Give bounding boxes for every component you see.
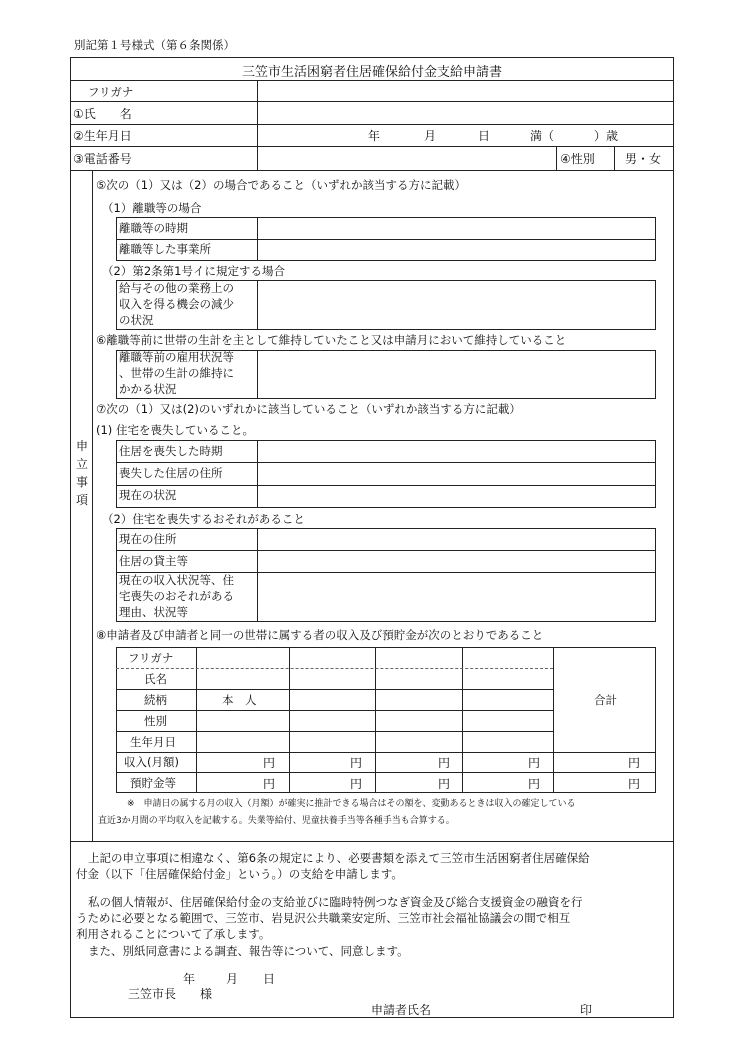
- section7-sub2: （2）住宅を喪失するおそれがあること: [102, 512, 305, 526]
- age-suffix: ）歳: [594, 129, 619, 143]
- sec5-sub2-line1: 給与その他の業務上の: [119, 281, 234, 295]
- sec7-row-landlord: 住居の貸主等: [119, 554, 188, 568]
- sec7-multi-line1: 現在の収入状況等、住: [119, 573, 234, 587]
- row-label-furigana: フリガナ: [128, 651, 174, 665]
- side-label-2: 立: [76, 457, 89, 471]
- yen-savings-2: 円: [350, 777, 363, 791]
- seal-mark: 印: [580, 1003, 593, 1017]
- gender-label: ④性別: [560, 152, 595, 166]
- section7-title: ⑦次の（1）又は(2)のいずれかに該当していること（いずれか該当する方に記載）: [96, 402, 521, 416]
- sec6-line1: 離職等前の雇用状況等: [119, 350, 234, 364]
- row-label-savings: 預貯金等: [130, 776, 176, 790]
- date-day: 日: [263, 972, 276, 986]
- yen-savings-total: 円: [628, 777, 641, 791]
- sec5-sub2-line3: の状況: [119, 313, 154, 327]
- sec7-row-current-address: 現在の住所: [119, 532, 177, 546]
- yen-income-4: 円: [528, 756, 541, 770]
- yen-income-3: 円: [438, 756, 451, 770]
- sec7-multi-line3: 理由、状況等: [119, 605, 188, 619]
- declaration-p1-line2: 付金（以下「住居確保給付金」という。）の支給を申請します。: [76, 867, 403, 881]
- section5-sub2: （2）第2条第1号イに規定する場合: [102, 264, 285, 278]
- date-year: 年: [183, 972, 196, 986]
- row-label-birth: 生年月日: [130, 735, 176, 749]
- sec6-line3: かかる状況: [119, 382, 177, 396]
- yen-income-2: 円: [350, 756, 363, 770]
- section7-sub1: (1) 住宅を喪失していること。: [96, 423, 254, 437]
- declaration-p1-line1: 上記の申立事項に相違なく、第6条の規定により、必要書類を添えて三笠市生活困窮者住居確保給: [88, 851, 590, 865]
- side-label-3: 事: [76, 475, 89, 489]
- yen-savings-3: 円: [438, 777, 451, 791]
- age-prefix: 満（: [530, 129, 555, 143]
- sec7-multi-line2: 宅喪失のおそれがある: [119, 589, 234, 603]
- side-label-1: 申: [76, 439, 89, 453]
- side-label-4: 項: [76, 493, 89, 507]
- income-note-line1: ※ 申請日の属する月の収入（月額）が確実に推計できる場合はその額を、変動あるときは収入の確定している: [127, 799, 576, 809]
- row-label-gender: 性別: [144, 714, 167, 728]
- sec5-row-time: 離職等の時期: [119, 221, 188, 235]
- furigana-label: フリガナ: [88, 85, 134, 99]
- yen-savings-4: 円: [528, 777, 541, 791]
- sec7-row-time: 住居を喪失した時期: [119, 444, 223, 458]
- form-title: 三笠市生活困窮者住居確保給付金支給申請書: [241, 65, 502, 80]
- birth-month: 月: [424, 129, 437, 143]
- sec7-row-address: 喪失した住居の住所: [119, 466, 223, 480]
- total-label: 合計: [594, 693, 617, 707]
- date-month: 月: [226, 972, 239, 986]
- phone-label: ③電話番号: [73, 152, 132, 166]
- row-label-relation: 続柄: [144, 693, 167, 707]
- section8-title: ⑧申請者及び申請者と同一の世帯に属する者の収入及び預貯金が次のとおりであること: [96, 628, 544, 642]
- yen-income-1: 円: [263, 756, 276, 770]
- sec5-row-office: 離職等した事業所: [119, 242, 211, 256]
- birth-label: ②生年月日: [73, 129, 132, 143]
- applicant-name-label: 申請者氏名: [371, 1003, 432, 1017]
- addressee: 三笠市長 様: [128, 987, 213, 1001]
- row-label-income: 収入(月額): [124, 755, 179, 769]
- self-relation: 本 人: [222, 693, 257, 707]
- birth-year: 年: [368, 129, 381, 143]
- declaration-p2-line2: うために必要となる範囲で、三笠市、岩見沢公共職業安定所、三笠市社会福祉協議会の間で相互: [76, 911, 571, 925]
- birth-day: 日: [478, 129, 491, 143]
- section5-sub1: （1）離職等の場合: [102, 201, 202, 215]
- declaration-p2-line3: 利用されることについて了承します。: [76, 927, 271, 941]
- yen-savings-1: 円: [263, 777, 276, 791]
- section6-title: ⑥離職等前に世帯の生計を主として維持していたこと又は申請月において維持していること: [96, 333, 567, 347]
- form-number: 別記第１号様式（第６条関係）: [74, 38, 235, 52]
- section5-title: ⑤次の（1）又は（2）の場合であること（いずれか該当する方に記載）: [96, 178, 466, 192]
- gender-value: 男・女: [625, 152, 662, 166]
- row-label-name: 氏名: [144, 672, 167, 686]
- sec7-row-status: 現在の状況: [119, 488, 177, 502]
- declaration-p2-line1: 私の個人情報が、住居確保給付金の支給並びに臨時特例つなぎ資金及び総合支援資金の融資を行: [88, 895, 583, 909]
- income-note-line2: 直近3か月間の平均収入を記載する。失業等給付、児童扶養手当等各種手当も合算する。: [98, 816, 455, 826]
- declaration-p3: また、別紙同意書による調査、報告等について、同意します。: [88, 944, 409, 958]
- name-label: ①氏 名: [73, 107, 132, 121]
- sec6-line2: 、世帯の生計の維持に: [119, 366, 234, 380]
- sec5-sub2-line2: 収入を得る機会の減少: [119, 297, 234, 311]
- yen-income-total: 円: [628, 756, 641, 770]
